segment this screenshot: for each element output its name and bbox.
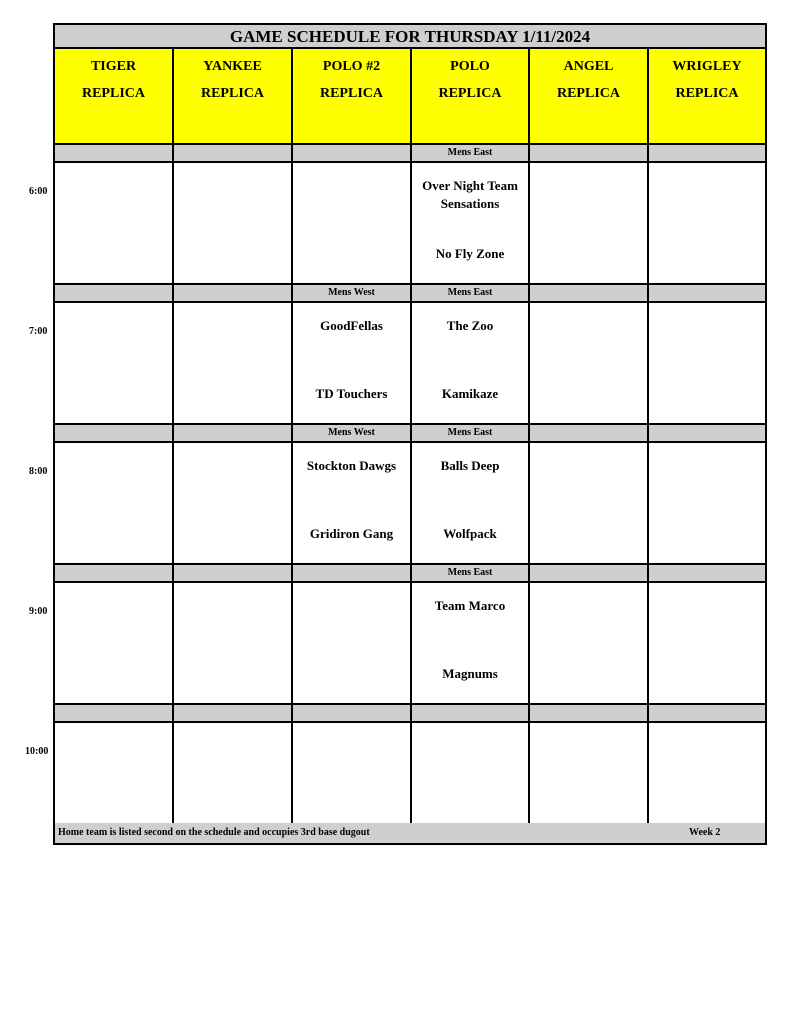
game-cell [649,163,765,283]
game-cell [649,583,765,703]
field-name: ANGEL [563,59,614,74]
game-cell [530,303,649,423]
division-label [530,565,649,581]
field-header [412,49,530,143]
division-label: Mens East [412,145,530,161]
home-team-note: Home team is listed second on the schedule and occupies 3rd base dugout [58,827,370,838]
division-label [293,145,412,161]
away-team: Stockton Dawgs [306,458,397,473]
field-type: REPLICA [200,86,264,101]
division-band [55,705,765,723]
game-cell [55,443,174,563]
time-label: 9:00 [29,606,48,617]
schedule-sheet [53,23,767,845]
game-cell [412,163,530,283]
game-cell [412,443,530,563]
home-team: Wolfpack [443,526,497,541]
division-label: Mens East [412,425,530,441]
field-header [174,49,293,143]
field-header [530,49,649,143]
time-slot-row [55,583,765,705]
away-team: GoodFellas [320,318,383,333]
field-header [649,49,765,143]
game-cell [293,583,412,703]
division-label: Mens East [412,565,530,581]
field-name: YANKEE [203,59,262,74]
division-label [649,285,765,301]
division-label [293,565,412,581]
field-header [293,49,412,143]
division-band [55,565,765,583]
division-label [649,565,765,581]
division-label [55,285,174,301]
away-team: The Zoo [446,318,494,333]
home-team: No Fly Zone [435,246,505,261]
time-label: 8:00 [29,466,48,477]
division-label [174,565,293,581]
game-cell [649,443,765,563]
division-label: Mens East [412,285,530,301]
home-team: Gridiron Gang [309,526,394,541]
division-label [55,705,174,721]
division-band [55,145,765,163]
home-team: TD Touchers [315,386,388,401]
home-team: Magnums [442,666,498,681]
time-slot-row [55,163,765,285]
game-cell [412,583,530,703]
division-label [412,705,530,721]
field-name: WRIGLEY [672,59,742,74]
time-slot-row [55,443,765,565]
game-cell [174,443,293,563]
division-label [530,145,649,161]
division-label [174,145,293,161]
home-team: Kamikaze [441,386,499,401]
week-label: Week 2 [689,827,721,838]
game-cell [55,163,174,283]
game-cell [174,163,293,283]
division-label [55,425,174,441]
division-label [649,425,765,441]
game-cell [412,303,530,423]
division-label [530,705,649,721]
division-label [530,425,649,441]
game-cell [55,583,174,703]
division-label [55,145,174,161]
footer-bar [55,823,765,843]
game-cell [174,583,293,703]
game-cell [293,163,412,283]
division-band [55,285,765,303]
game-cell [293,443,412,563]
game-cell [530,443,649,563]
field-header [55,49,174,143]
division-label [649,705,765,721]
game-cell [55,303,174,423]
away-team: Balls Deep [440,458,500,473]
division-label [174,285,293,301]
field-type: REPLICA [556,86,620,101]
away-team: Team Marco [434,598,506,613]
time-label: 7:00 [29,326,48,337]
schedule-title: GAME SCHEDULE FOR THURSDAY 1/11/2024 [55,25,765,49]
division-label [649,145,765,161]
game-cell [174,303,293,423]
game-cell [649,303,765,423]
game-cell [293,303,412,423]
time-label: 10:00 [25,746,49,757]
away-team: Over Night Team Sensations [422,178,518,211]
field-name: POLO #2 [322,59,381,74]
field-type: REPLICA [438,86,502,101]
field-type: REPLICA [319,86,383,101]
division-label [174,705,293,721]
division-label [55,565,174,581]
field-name: POLO [450,59,490,74]
division-band [55,425,765,443]
game-cell [530,163,649,283]
time-slot-row [55,303,765,425]
field-header-row [55,49,765,145]
game-cell [530,583,649,703]
division-label [530,285,649,301]
time-label: 6:00 [29,186,48,197]
division-label [293,705,412,721]
division-label: Mens West [293,285,412,301]
division-label [174,425,293,441]
field-type: REPLICA [81,86,145,101]
field-name: TIGER [90,59,137,74]
field-type: REPLICA [675,86,739,101]
division-label: Mens West [293,425,412,441]
